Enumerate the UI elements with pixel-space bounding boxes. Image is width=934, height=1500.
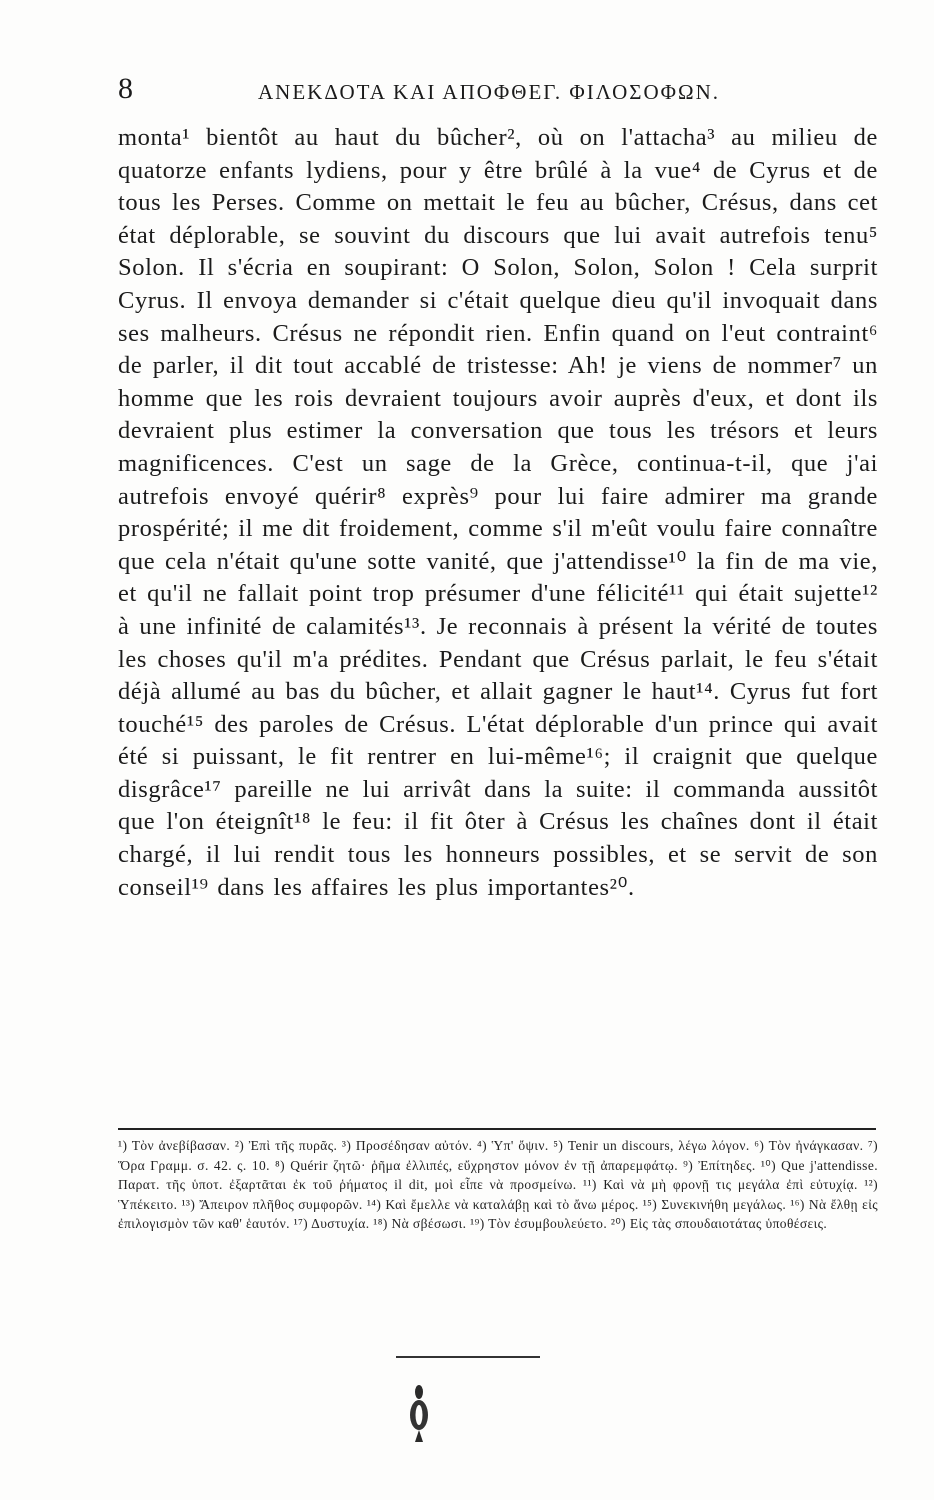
- floral-tailpiece-icon: [404, 1382, 434, 1444]
- page-header: [118, 72, 878, 112]
- footnote-separator: [118, 1128, 876, 1130]
- body-paragraph: monta¹ bientôt au haut du bûcher², où on l'attacha³ au milieu de quatorze enfants lydiens, pour y être brûlé à la vue⁴ de Cyrus et de tous les Perses. Comme on mettait le feu au bûcher, Crésus, dans cet état déplorable, se souvint du discours que lui avait autrefois tenu⁵ Solon. Il s'écria en soupirant: O Solon, Solon, Solon ! Cela surprit Cyrus. Il envoya demander si c'était quelque dieu qu'il invoquait dans ses malheurs. Crésus ne répondit rien. Enfin quand on l'eut contraint⁶ de parler, il dit tout accablé de tristesse: Ah! je viens de nommer⁷ un homme que les rois devraient toujours avoir auprès d'eux, et dont ils devraient plus estimer la conversation que tous les trésors et leurs magnificences. C'est un sage de la Grèce, continua-t-il, que j'ai autrefois envoyé quérir⁸ exprès⁹ pour lui faire admirer ma grande prospérité; il me dit froidement, comme s'il m'eût voulu faire connaître que cela n'était qu'une sotte vanité, que j'attendisse¹⁰ la fin de ma vie, et qu'il ne fallait point trop présumer d'une félicité¹¹ qui était sujette¹² à une infinité de calamités¹³. Je reconnais à présent la vérité de toutes les choses qu'il m'a prédites. Pendant que Crésus parlait, le feu s'était déjà allumé au bas du bûcher, et allait gagner le haut¹⁴. Cyrus fut fort touché¹⁵ des paroles de Crésus. L'état déplorable d'un prince qui avait été si puissant, le fit rentrer en lui-même¹⁶; il craignit que quelque disgrâce¹⁷ pareille ne lui arrivât dans la suite: il commanda aussitôt que l'on éteignît¹⁸ le feu: il fit ôter à Crésus les chaînes dont il était chargé, il lui rendit tous les honneurs possibles, et se servit de son conseil¹⁹ dans les affaires les plus importantes²⁰.: [118, 124, 878, 901]
- page-number: 8: [118, 72, 133, 105]
- end-rule: [396, 1356, 540, 1358]
- footnotes: [118, 1136, 878, 1234]
- footnotes-paragraph: ¹) Τὸν ἀνεβίβασαν. ²) Ἐπὶ τῆς πυρᾶς. ³) Προσέδησαν αὐτόν. ⁴) Ὑπ' ὄψιν. ⁵) Tenir un discours, λέγω λόγον. ⁶) Τὸν ἠνάγκασαν. ⁷) Ὅρα Γραμμ. σ. 42. ς. 10. ⁸) Quérir ζητῶ· ῥῆμα ἐλλιπές, εὔχρηστον μόνον ἐν τῇ ἀπαρεμφάτῳ. ⁹) Ἐπίτηδες. ¹⁰) Que j'attendisse. Παρατ. τῆς ὑποτ. ἐξαρτᾶται ἐκ τοῦ ῥήματος il dit, μοὶ εἶπε νὰ προσμείνω. ¹¹) Καὶ νὰ μὴ φρονῇ τις μεγάλα ἐπὶ εὐτυχίᾳ. ¹²) Ὑπέκειτο. ¹³) Ἄπειρον πλῆθος συμφορῶν. ¹⁴) Καὶ ἔμελλε νὰ καταλάβῃ καὶ τὸ ἄνω μέρος. ¹⁵) Συνεκινήθη μεγάλως. ¹⁶) Νὰ ἔλθῃ εἰς ἐπιλογισμὸν τῶν καθ' ἑαυτόν. ¹⁷) Δυστυχία. ¹⁸) Νὰ σβέσωσι. ¹⁹) Τὸν ἐσυμβουλεύετο. ²⁰) Εἰς τὰς σπουδαιοτάτας ὑποθέσεις.: [118, 1138, 878, 1231]
- running-head: ΑΝΕΚΔΟΤΑ ΚΑΙ ΑΠΟΦΘΕΓ. ΦΙΛΟΣΟΦΩΝ.: [258, 80, 721, 104]
- main-text: [118, 122, 878, 904]
